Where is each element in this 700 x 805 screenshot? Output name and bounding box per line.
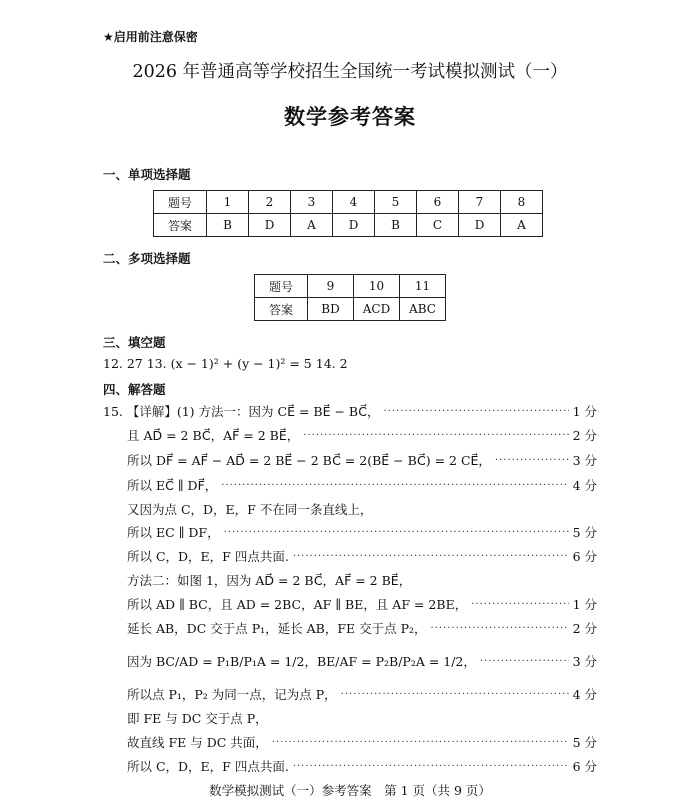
page-footer: 数学模拟测试（一）参考答案 第 1 页（共 9 页） [209,783,491,798]
score: 1 分 [572,597,597,612]
solution-text: 所以 DF⃗ = AF⃗ − AD⃗ = 2 BE⃗ − 2 BC⃗ = 2(BE⃗ − BC⃗) = 2 CE⃗， [127,453,491,468]
question-number: 1 [207,191,249,214]
solution-text: 所以 C，D，E，F 四点共面. [127,549,289,564]
solution-text: 故直线 FE 与 DC 共面， [127,735,268,750]
solution-line [127,424,597,446]
solution-line [127,569,597,591]
answer-cell: ACD [354,298,400,321]
solution-text: 所以 C，D，E，F 四点共面. [127,759,289,774]
answer-cell: D [249,214,291,237]
answer-cell: A [501,214,543,237]
section-heading-multi-choice: 二、多项选择题 [103,251,191,266]
score: 4 分 [572,478,597,493]
score: 3 分 [572,453,597,468]
solution-text: 所以 AD ∥ BC，且 AD = 2BC，AF ∥ BE，且 AF = 2BE， [127,597,468,612]
score: 6 分 [572,549,597,564]
solution-line [127,545,597,567]
score: 2 分 [572,621,597,636]
answer-cell: A [291,214,333,237]
answer-cell: D [459,214,501,237]
answer-cell: B [207,214,249,237]
section-heading-fill-blank: 三、填空题 [103,335,166,350]
question-number: 8 [501,191,543,214]
question-number: 2 [249,191,291,214]
solution-line [127,498,597,520]
row-label: 题号 [255,275,308,298]
fill-blank-answers: 12. 27 13. (x − 1)² + (y − 1)² = 5 14. 2 [103,356,348,371]
solution-text: 15. 【详解】(1) 方法一：因为 CE⃗ = BE⃗ − BC⃗， [103,404,380,419]
answer-cell: D [333,214,375,237]
table-row [255,275,446,298]
solution-line [127,593,597,615]
confidential-mark: ★启用前注意保密 [103,30,198,44]
section-heading-single-choice: 一、单项选择题 [103,167,191,182]
score: 6 分 [572,759,597,774]
row-label: 题号 [154,191,207,214]
table-row [154,191,543,214]
solution-line [127,755,597,777]
score: 5 分 [572,525,597,540]
question-number: 3 [291,191,333,214]
solution-line [127,650,597,672]
score: 4 分 [572,687,597,702]
solution-text: 且 AD⃗ = 2 BC⃗，AF⃗ = 2 BE⃗， [127,428,300,443]
solution-text: 即 FE 与 DC 交于点 P， [127,711,268,726]
question-number: 6 [417,191,459,214]
solution-line [127,449,597,471]
solution-line [103,400,597,422]
solution-line [127,683,597,705]
answer-cell: B [375,214,417,237]
solution-text: 延长 AB，DC 交于点 P₁，延长 AB，FE 交于点 P₂， [127,621,427,636]
document-title: 数学参考答案 [284,104,416,129]
solution-text: 所以 EC ∥ DF， [127,525,220,540]
answer-cell: ABC [400,298,446,321]
question-number: 10 [354,275,400,298]
question-number: 11 [400,275,446,298]
solution-text: 所以点 P₁，P₂ 为同一点，记为点 P， [127,687,337,702]
solution-line [127,731,597,753]
score: 5 分 [572,735,597,750]
score: 2 分 [572,428,597,443]
single-choice-answer-table [153,190,543,237]
multi-choice-answer-table [254,274,446,321]
solution-line [127,521,597,543]
section-heading-solutions: 四、解答题 [103,382,166,397]
score: 1 分 [572,404,597,419]
row-label: 答案 [154,214,207,237]
solution-text: 所以 EC⃗ ∥ DF⃗， [127,478,218,493]
question-number: 4 [333,191,375,214]
solution-line [127,707,597,729]
solution-text: 因为 BC/AD = P₁B/P₁A = 1/2，BE/AF = P₂B/P₂A = 1/2， [127,654,476,669]
solution-line [127,474,597,496]
answer-cell: BD [308,298,354,321]
table-row [255,298,446,321]
question-number: 7 [459,191,501,214]
solution-text: 又因为点 C，D，E，F 不在同一条直线上， [127,502,373,517]
question-number: 9 [308,275,354,298]
row-label: 答案 [255,298,308,321]
score: 3 分 [572,654,597,669]
solution-text: 方法二：如图 1，因为 AD⃗ = 2 BC⃗，AF⃗ = 2 BE⃗， [127,573,412,588]
solution-line [127,617,597,639]
answer-cell: C [417,214,459,237]
table-row [154,214,543,237]
exam-title: 2026 年普通高等学校招生全国统一考试模拟测试（一） [132,62,568,82]
question-number: 5 [375,191,417,214]
